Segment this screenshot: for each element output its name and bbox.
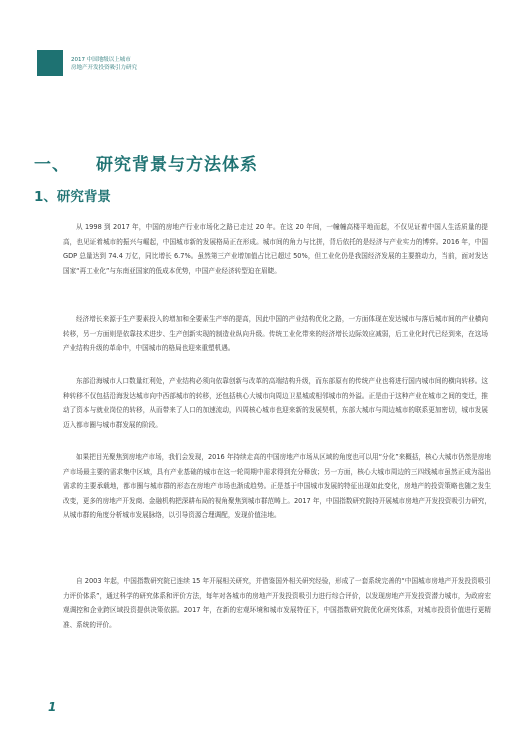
- report-header: [37, 50, 137, 76]
- paragraph-1: 从 1998 到 2017 年，中国的房地产行业市场化之路已走过 20 年。在这 20 年间，一幢幢高楼平地而起，不仅见证着中国人生活质量的提高，也见证着城市的振兴与崛起，中国城市新的发展格局正在形成。城市间的角力与比拼，背后依托的是经济与产业实力的博弈。2016 年，中国 GDP 总量达到 74.4 万亿，同比增长 6.7%。虽然第三产业增加值占比已超过 50%，但工业化仍是我国经济发展的主要推动力，当前，面对发达国家“再工业化”与东南亚国家的低成本优势，中国产业经济转型迫在眉睫。: [63, 223, 488, 275]
- paragraph-5: 自 2003 年起，中国指数研究院已连续 15 年开展相关研究，并借鉴国外相关研究经验，形成了一套系统完善的“中国城市房地产开发投资吸引力评价体系”，通过科学的研究体系和评价方法，每年对各城市的房地产开发投资吸引力进行综合评价，以发现房地产开发投资潜力城市，为政府宏观调控和企业跨区域投资提供决策依据。2017 年，在新的宏观环境和城市发展特征下，中国指数研究院优化研究体系，对城市投资价值进行更精准、系统的评价。: [63, 577, 491, 629]
- section-number: 一、: [34, 155, 70, 175]
- paragraph-4: 如果把目光聚焦到房地产市场，我们会发现，2016 年持续走高的中国房地产市场从区域的角度也可以用“分化”来概括，核心大城市仍然是房地产市场最主要的需求集中区域，具有产业基础的城市在这一轮周期中需求得到充分释放；另一方面，核心大城市周边的三四线城市虽然正成为溢出需求的主要承载地，都市圈与城市群的形态在房地产市场也渐成趋势。正是基于中国城市发展的特征出现如此变化，房地产的投资策略也随之发生改变，更多的房地产开发商、金融机构把深耕布局的视角聚焦到城市群范畴上。2017 年，中国指数研究院持开展城市房地产开发投资吸引力研究，从城市群的角度分析城市发展脉络，以引导资源合理调配，发现价值洼地。: [63, 453, 491, 520]
- report-header-text: [71, 57, 137, 72]
- page-number: 1: [48, 700, 57, 714]
- section-title: 研究背景与方法体系: [96, 155, 258, 175]
- report-header-line2: 房地产开发投资吸引力研究: [71, 64, 138, 71]
- paragraph-3: 东部沿海城市人口数量红利处，产业结构必须向依靠创新与改革的高端结构升级，而东部原有的传统产业也将进行国内城市间的横向转移。这种转移不仅包括沿海发达城市向中西部城市的转移，还包括核心大城市向周边卫星城或相邻城市的外溢。正是由于这种产业在城市之间的变迁，推动了资本与就业岗位的转移，从而带来了人口的加速流动，四周核心城市也迎来新的发展契机，东部大城市与周边城市的联系更加密切，城市发展迈入都市圈与城市群发展的阶段。: [63, 377, 488, 429]
- paragraph-2: 经济增长来源于生产要素投入的增加和全要素生产率的提高，因此中国的产业结构优化之路，一方面体现在发达城市与落后城市间的产业横向转移，另一方面则是依靠技术进步、生产创新实现的制造业纵向升级。传统工业化带来的经济增长边际效应减弱，后工业化时代已经到来，在这场产业结构升级的革命中，中国城市的格局也迎来重塑机遇。: [63, 315, 488, 353]
- subsection-heading: 1、研究背景: [34, 189, 111, 205]
- report-header-line1: 2017 中国地级以上城市: [71, 57, 131, 63]
- brand-logo-square: [37, 50, 63, 76]
- section-heading: [34, 150, 258, 175]
